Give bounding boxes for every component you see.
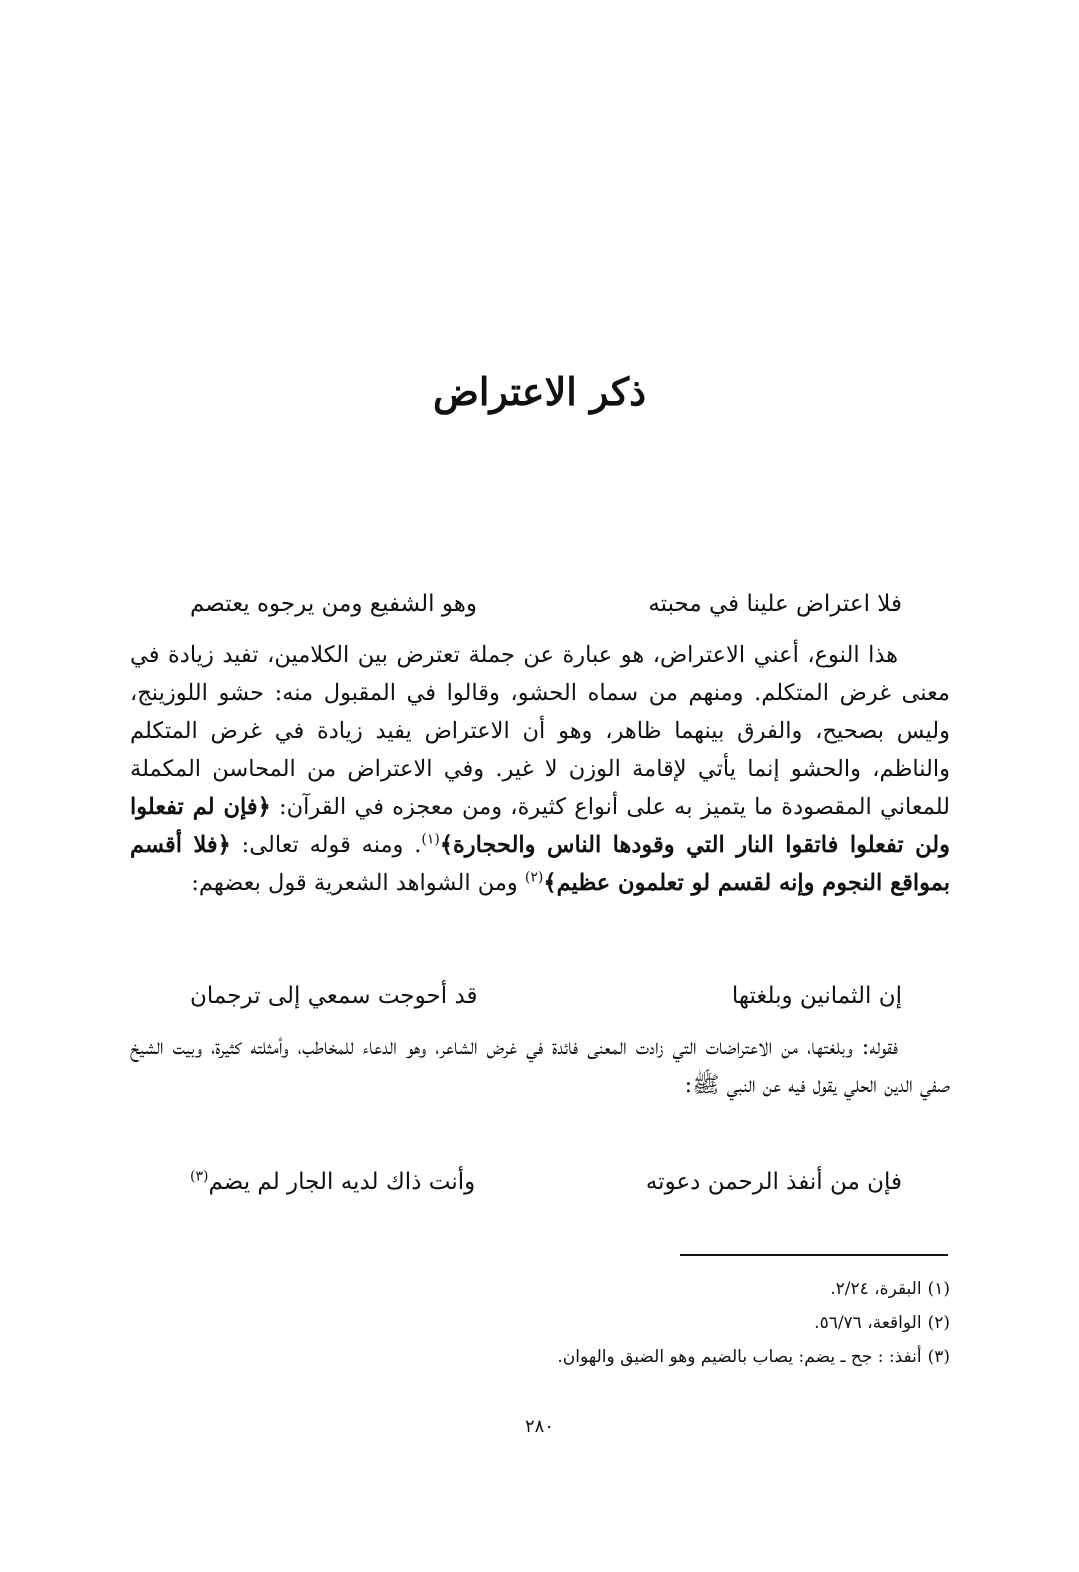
footnote-item bbox=[130, 1306, 950, 1340]
footnote-number: (٣) bbox=[927, 1347, 950, 1367]
paragraph-1-intro: هذا النوع، أعني الاعتراض، هو عبارة عن جملة تعترض بين الكلامين، تفيد زيادة في معنى غرض المتكلم. ومنهم من سماه الحشو، وقالوا في المقبول منه: حشو اللوزينج، وليس بصحيح، والفرق بينهما ظاهر، وهو أن الاعتراض يفيد زيادة في غرض المتكلم والناظم، والحشو إنما يأتي لإقامة الوزن لا غير. وفي الاعتراض من المحاسن المكملة للمعاني المقصودة ما يتميز به على أنواع كثيرة، ومن معجزه في القرآن: bbox=[130, 642, 950, 820]
verse-3-second-hemistich bbox=[190, 1164, 475, 1200]
poetry-verse-1 bbox=[190, 586, 902, 622]
footnote-text: الواقعة، ٥٦/٧٦. bbox=[814, 1313, 922, 1333]
footnotes-list bbox=[130, 1272, 950, 1374]
body-paragraph-1 bbox=[130, 636, 950, 902]
footnote-item bbox=[130, 1272, 950, 1306]
verse-3-first-hemistich: فإن من أنفذ الرحمن دعوته bbox=[645, 1169, 902, 1195]
body-paragraph-2: فقوله: وبلغتها، من الاعتراضات التي زادت المعنى فائدة في غرض الشاعر، وهو الدعاء للمخاطب، وأمثلته كثيرة، وبيت الشيخ صفي الدين الحلي يقول فيه عن النبي ﷺ: bbox=[130, 1034, 950, 1098]
chapter-title: ذكر الاعتراض bbox=[432, 369, 647, 414]
page-number: ٢٨٠ bbox=[524, 1416, 554, 1437]
footnote-ref-3: (٣) bbox=[190, 1168, 209, 1185]
verse-2-second-hemistich: قد أحوجت سمعي إلى ترجمان bbox=[190, 983, 478, 1009]
footnote-number: (٢) bbox=[927, 1313, 950, 1333]
footnote-ref-1: (١) bbox=[421, 831, 440, 848]
paragraph-1-middle: . ومنه قوله تعالى: bbox=[230, 832, 422, 858]
quran-quote-1: ﴿فإن لم تفعلوا ولن تفعلوا فاتقوا النار التي وقودها الناس والحجارة﴾ bbox=[130, 794, 950, 858]
verse-2-first-hemistich: إن الثمانين وبلغتها bbox=[731, 983, 902, 1009]
poetry-verse-3 bbox=[190, 1164, 902, 1200]
footnote-text: البقرة، ٢/٢٤. bbox=[830, 1279, 922, 1299]
footnote-ref-2: (٢) bbox=[524, 869, 544, 886]
verse-3-second-text: وأنت ذاك لديه الجار لم يضم bbox=[208, 1169, 476, 1195]
poetry-verse-2 bbox=[190, 978, 902, 1014]
footnote-item bbox=[130, 1340, 950, 1374]
footnote-text: أنفذ: : جح ـ يضم: يصاب بالضيم وهو الضيق والهوان. bbox=[557, 1347, 922, 1367]
footnote-divider bbox=[680, 1254, 948, 1256]
verse-1-first-hemistich: فلا اعتراض علينا في محبته bbox=[648, 591, 902, 617]
footnote-number: (١) bbox=[927, 1279, 950, 1299]
verse-1-second-hemistich: وهو الشفيع ومن يرجوه يعتصم bbox=[190, 591, 477, 617]
paragraph-1-end: ومن الشواهد الشعرية قول بعضهم: bbox=[191, 870, 525, 896]
quran-quote-2: ﴿فلا أقسم بمواقع النجوم وإنه لقسم لو تعلمون عظيم﴾ bbox=[130, 832, 950, 896]
